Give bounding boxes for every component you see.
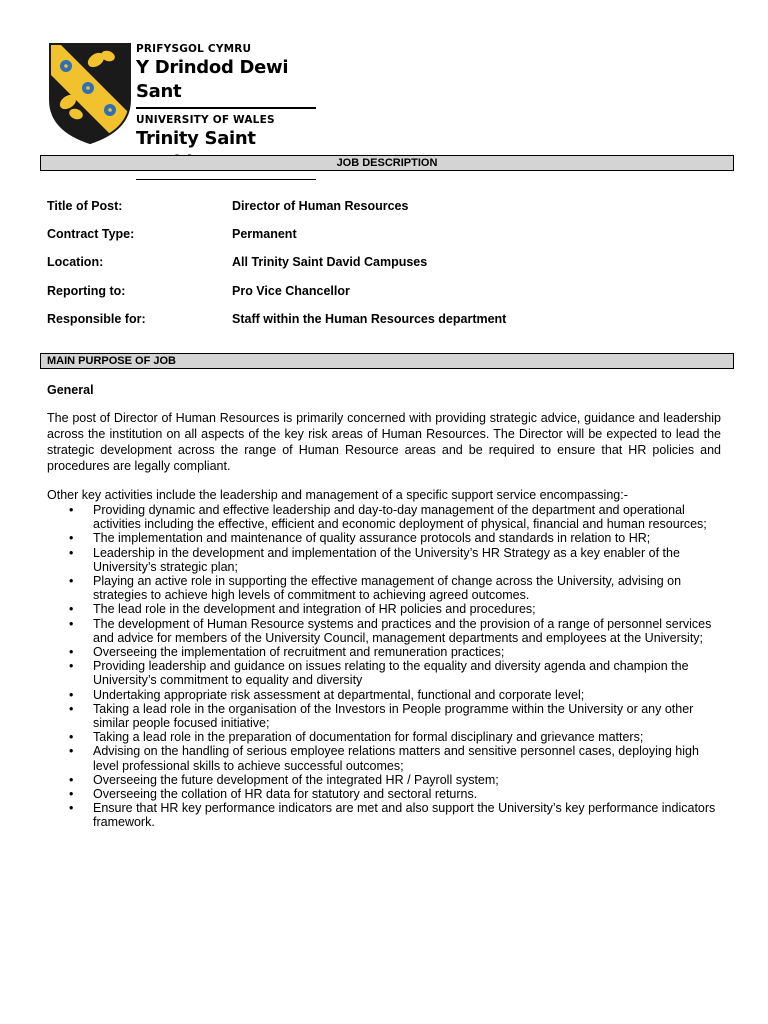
bullet-icon: • xyxy=(69,744,74,759)
detail-value: Pro Vice Chancellor xyxy=(232,284,350,298)
bullet-icon: • xyxy=(69,645,74,660)
bullet-icon: • xyxy=(69,801,74,816)
activity-item xyxy=(47,801,717,829)
activity-item xyxy=(47,531,717,545)
activity-text: Overseeing the implementation of recruitment and remuneration practices; xyxy=(93,645,505,660)
detail-label: Contract Type: xyxy=(47,227,135,241)
job-description-header: JOB DESCRIPTION xyxy=(40,155,734,171)
logo-bottom-rule xyxy=(136,179,316,181)
activity-text: Advising on the handling of serious employee relations matters and sensitive personnel cases, deploying high level professional skills to achieve successful outcomes; xyxy=(93,744,699,773)
activity-item xyxy=(47,617,717,645)
bullet-icon: • xyxy=(69,616,74,631)
activity-item xyxy=(47,744,717,772)
detail-value: Director of Human Resources xyxy=(232,199,409,213)
detail-value: Staff within the Human Resources department xyxy=(232,312,507,326)
bullet-icon: • xyxy=(69,574,74,589)
activity-text: Providing leadership and guidance on issues relating to the equality and diversity agenda and champion the University’s commitment to equality and diversity xyxy=(93,659,689,688)
bullet-icon: • xyxy=(69,531,74,546)
bullet-icon: • xyxy=(69,687,74,702)
activity-text: Leadership in the development and implementation of the University’s HR Strategy as a key enabler of the University’s strategic plan; xyxy=(93,545,680,574)
bullet-icon: • xyxy=(69,659,74,674)
activity-item xyxy=(47,546,717,574)
bullet-icon: • xyxy=(69,772,74,787)
logo-line-english-small: UNIVERSITY OF WALES xyxy=(136,113,275,126)
activities-list xyxy=(47,503,717,830)
detail-label: Responsible for: xyxy=(47,312,146,326)
activity-text: The implementation and maintenance of quality assurance protocols and standards in relation to HR; xyxy=(93,531,651,546)
activity-text: Undertaking appropriate risk assessment at departmental, functional and corporate level; xyxy=(93,687,585,702)
activity-item xyxy=(47,688,717,702)
activity-text: The lead role in the development and integration of HR policies and procedures; xyxy=(93,602,536,617)
activity-item xyxy=(47,645,717,659)
activity-text: Taking a lead role in the preparation of documentation for formal disciplinary and grievance matters; xyxy=(93,730,644,745)
detail-label: Location: xyxy=(47,255,104,269)
activity-item xyxy=(47,602,717,616)
logo-line-welsh-small: PRIFYSGOL CYMRU xyxy=(136,43,252,55)
logo-line-english-name: Trinity Saint xyxy=(136,127,256,149)
bullet-icon: • xyxy=(69,701,74,716)
activity-text: Providing dynamic and effective leadership and day-to-day management of the department and operational activities including the effective, efficient and economic deployment of physical, financial and human resources; xyxy=(93,503,707,532)
bullet-icon: • xyxy=(69,730,74,745)
activity-item xyxy=(47,773,717,787)
activity-text: The development of Human Resource systems and practices and the provision of a range of personnel services and advice for members of the University Council, management departments and employees at the University; xyxy=(93,616,712,645)
bullet-icon: • xyxy=(69,545,74,560)
detail-label: Title of Post: xyxy=(47,199,123,213)
detail-value: All Trinity Saint David Campuses xyxy=(232,255,428,269)
activity-item xyxy=(47,503,717,531)
bullet-icon: • xyxy=(69,602,74,617)
detail-value: Permanent xyxy=(232,227,297,241)
main-purpose-header: MAIN PURPOSE OF JOB xyxy=(40,353,734,369)
activity-item xyxy=(47,730,717,744)
activity-text: Overseeing the collation of HR data for statutory and sectoral returns. xyxy=(93,787,478,802)
general-heading: General xyxy=(47,383,94,397)
activity-text: Ensure that HR key performance indicators are met and also support the University’s key performance indicators framework. xyxy=(93,801,716,830)
activities-intro: Other key activities include the leadership and management of a specific support service encompassing:- xyxy=(47,488,628,502)
activity-item xyxy=(47,787,717,801)
activity-text: Playing an active role in supporting the effective management of change across the University, advising on strategies to achieve high levels of commitment to achieving agreed outcomes. xyxy=(93,574,682,603)
activity-text: Overseeing the future development of the integrated HR / Payroll system; xyxy=(93,772,499,787)
activity-text: Taking a lead role in the organisation of the Investors in People programme within the University or any other similar people focused initiative; xyxy=(93,701,694,731)
logo-line-welsh-name: Y Drindod Dewi Sant xyxy=(136,57,289,102)
bullet-icon: • xyxy=(69,787,74,802)
activity-item xyxy=(47,702,717,730)
activity-item xyxy=(47,574,717,602)
detail-label: Reporting to: xyxy=(47,284,126,298)
logo-divider xyxy=(136,107,316,109)
general-paragraph: The post of Director of Human Resources is primarily concerned with providing strategic advice, guidance and leadership across the institution on all aspects of the key risk areas of Human Resources. The Director will be expected to lead the strategic development across the range of Human Resource areas and be required to ensure that HR policies and procedures are legally compliant. xyxy=(47,411,721,473)
bullet-icon: • xyxy=(69,503,74,517)
activity-item xyxy=(47,659,717,687)
